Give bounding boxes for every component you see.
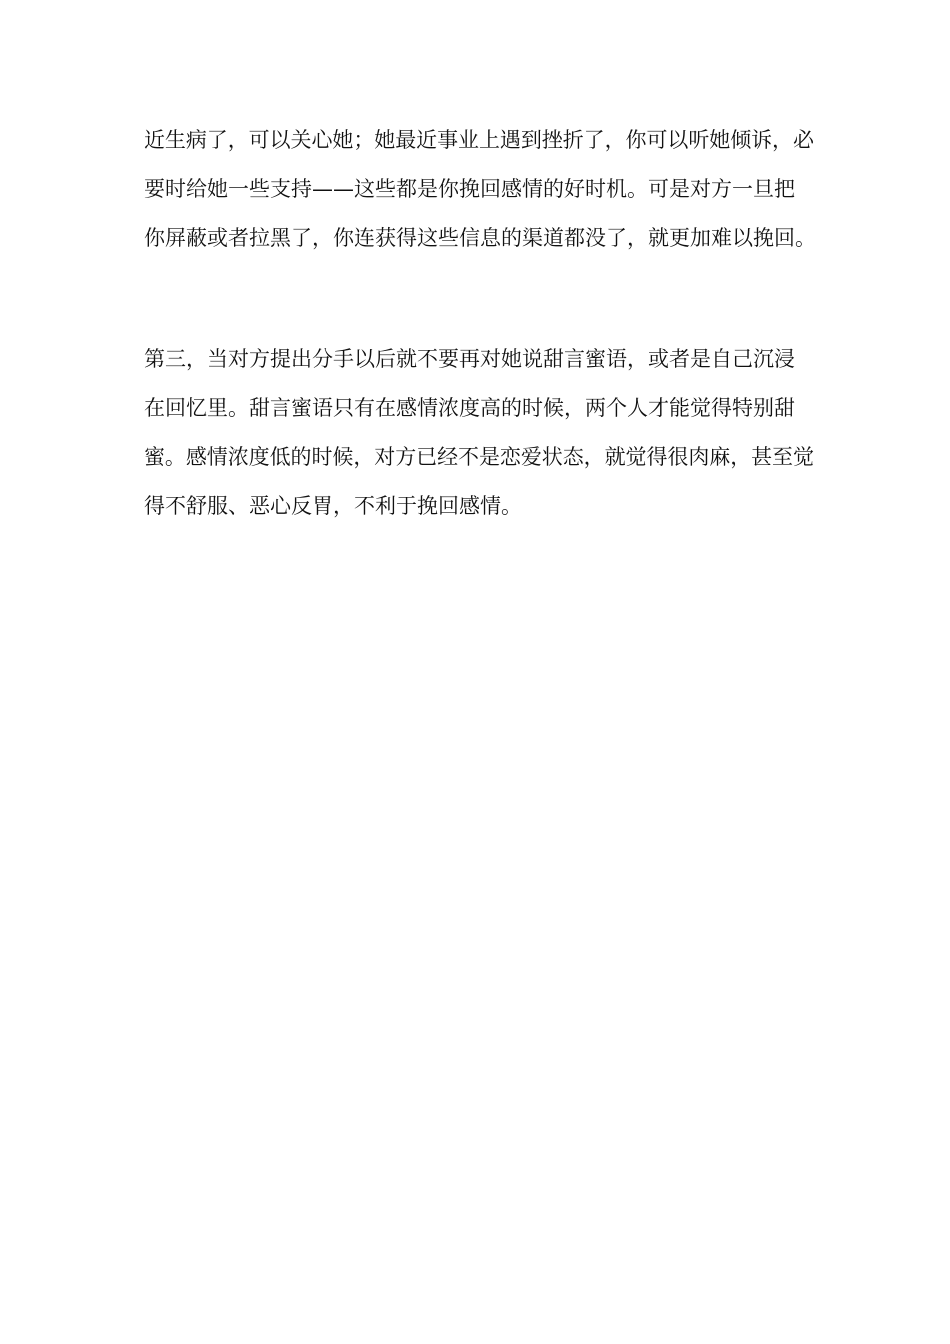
paragraph-line: 第三，当对方提出分手以后就不要再对她说甜言蜜语，或者是自己沉浸: [144, 347, 795, 371]
paragraph-line: 蜜。感情浓度低的时候，对方已经不是恋爱状态，就觉得很肉麻，甚至觉: [144, 445, 814, 469]
paragraph-line: 近生病了，可以关心她；她最近事业上遇到挫折了，你可以听她倾诉，必: [144, 128, 814, 152]
paragraph-line: 你屏蔽或者拉黑了，你连获得这些信息的渠道都没了，就更加难以挽回。: [144, 226, 816, 250]
paragraph-line: 在回忆里。甜言蜜语只有在感情浓度高的时候，两个人才能觉得特别甜: [144, 396, 795, 420]
paragraph-1: [144, 116, 814, 263]
paragraph-line: 得不舒服、恶心反胃，不利于挽回感情。: [144, 494, 522, 518]
paragraph-line: 要时给她一些支持——这些都是你挽回感情的好时机。可是对方一旦把: [144, 177, 795, 201]
paragraph-2: [144, 335, 814, 531]
